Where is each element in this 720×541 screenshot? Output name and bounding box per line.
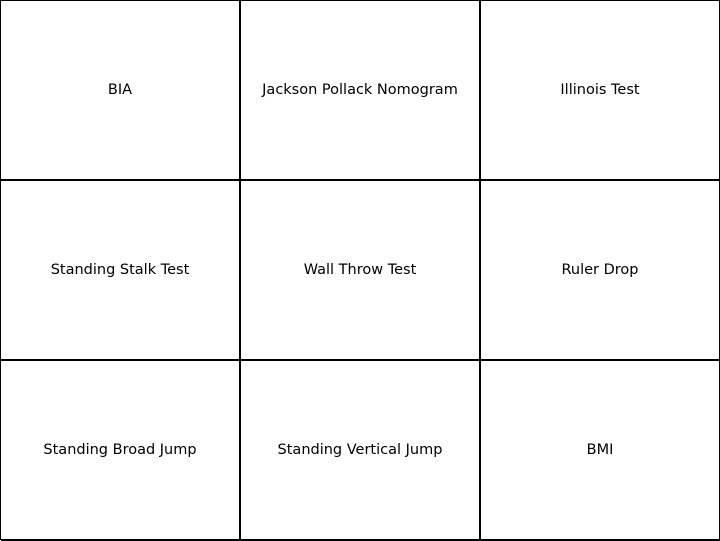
cell-label: Illinois Test: [560, 82, 640, 98]
cell-label: Wall Throw Test: [303, 262, 417, 278]
grid-cell: [241, 181, 481, 361]
grid-cell: [481, 1, 720, 181]
cell-label: BIA: [107, 82, 133, 98]
grid-cell: [241, 1, 481, 181]
grid-cell: [1, 181, 241, 361]
grid-cell: [481, 181, 720, 361]
cell-label: Standing Stalk Test: [50, 262, 190, 278]
cell-label: Ruler Drop: [561, 262, 639, 278]
grid-cell: [241, 361, 481, 541]
grid-cell: [1, 361, 241, 541]
cell-label: Standing Vertical Jump: [277, 442, 443, 458]
cell-label: BMI: [586, 442, 614, 458]
cell-label: Jackson Pollack Nomogram: [262, 82, 458, 98]
grid-cell: [1, 1, 241, 181]
grid-cell: [481, 361, 720, 541]
cell-label: Standing Broad Jump: [43, 442, 197, 458]
